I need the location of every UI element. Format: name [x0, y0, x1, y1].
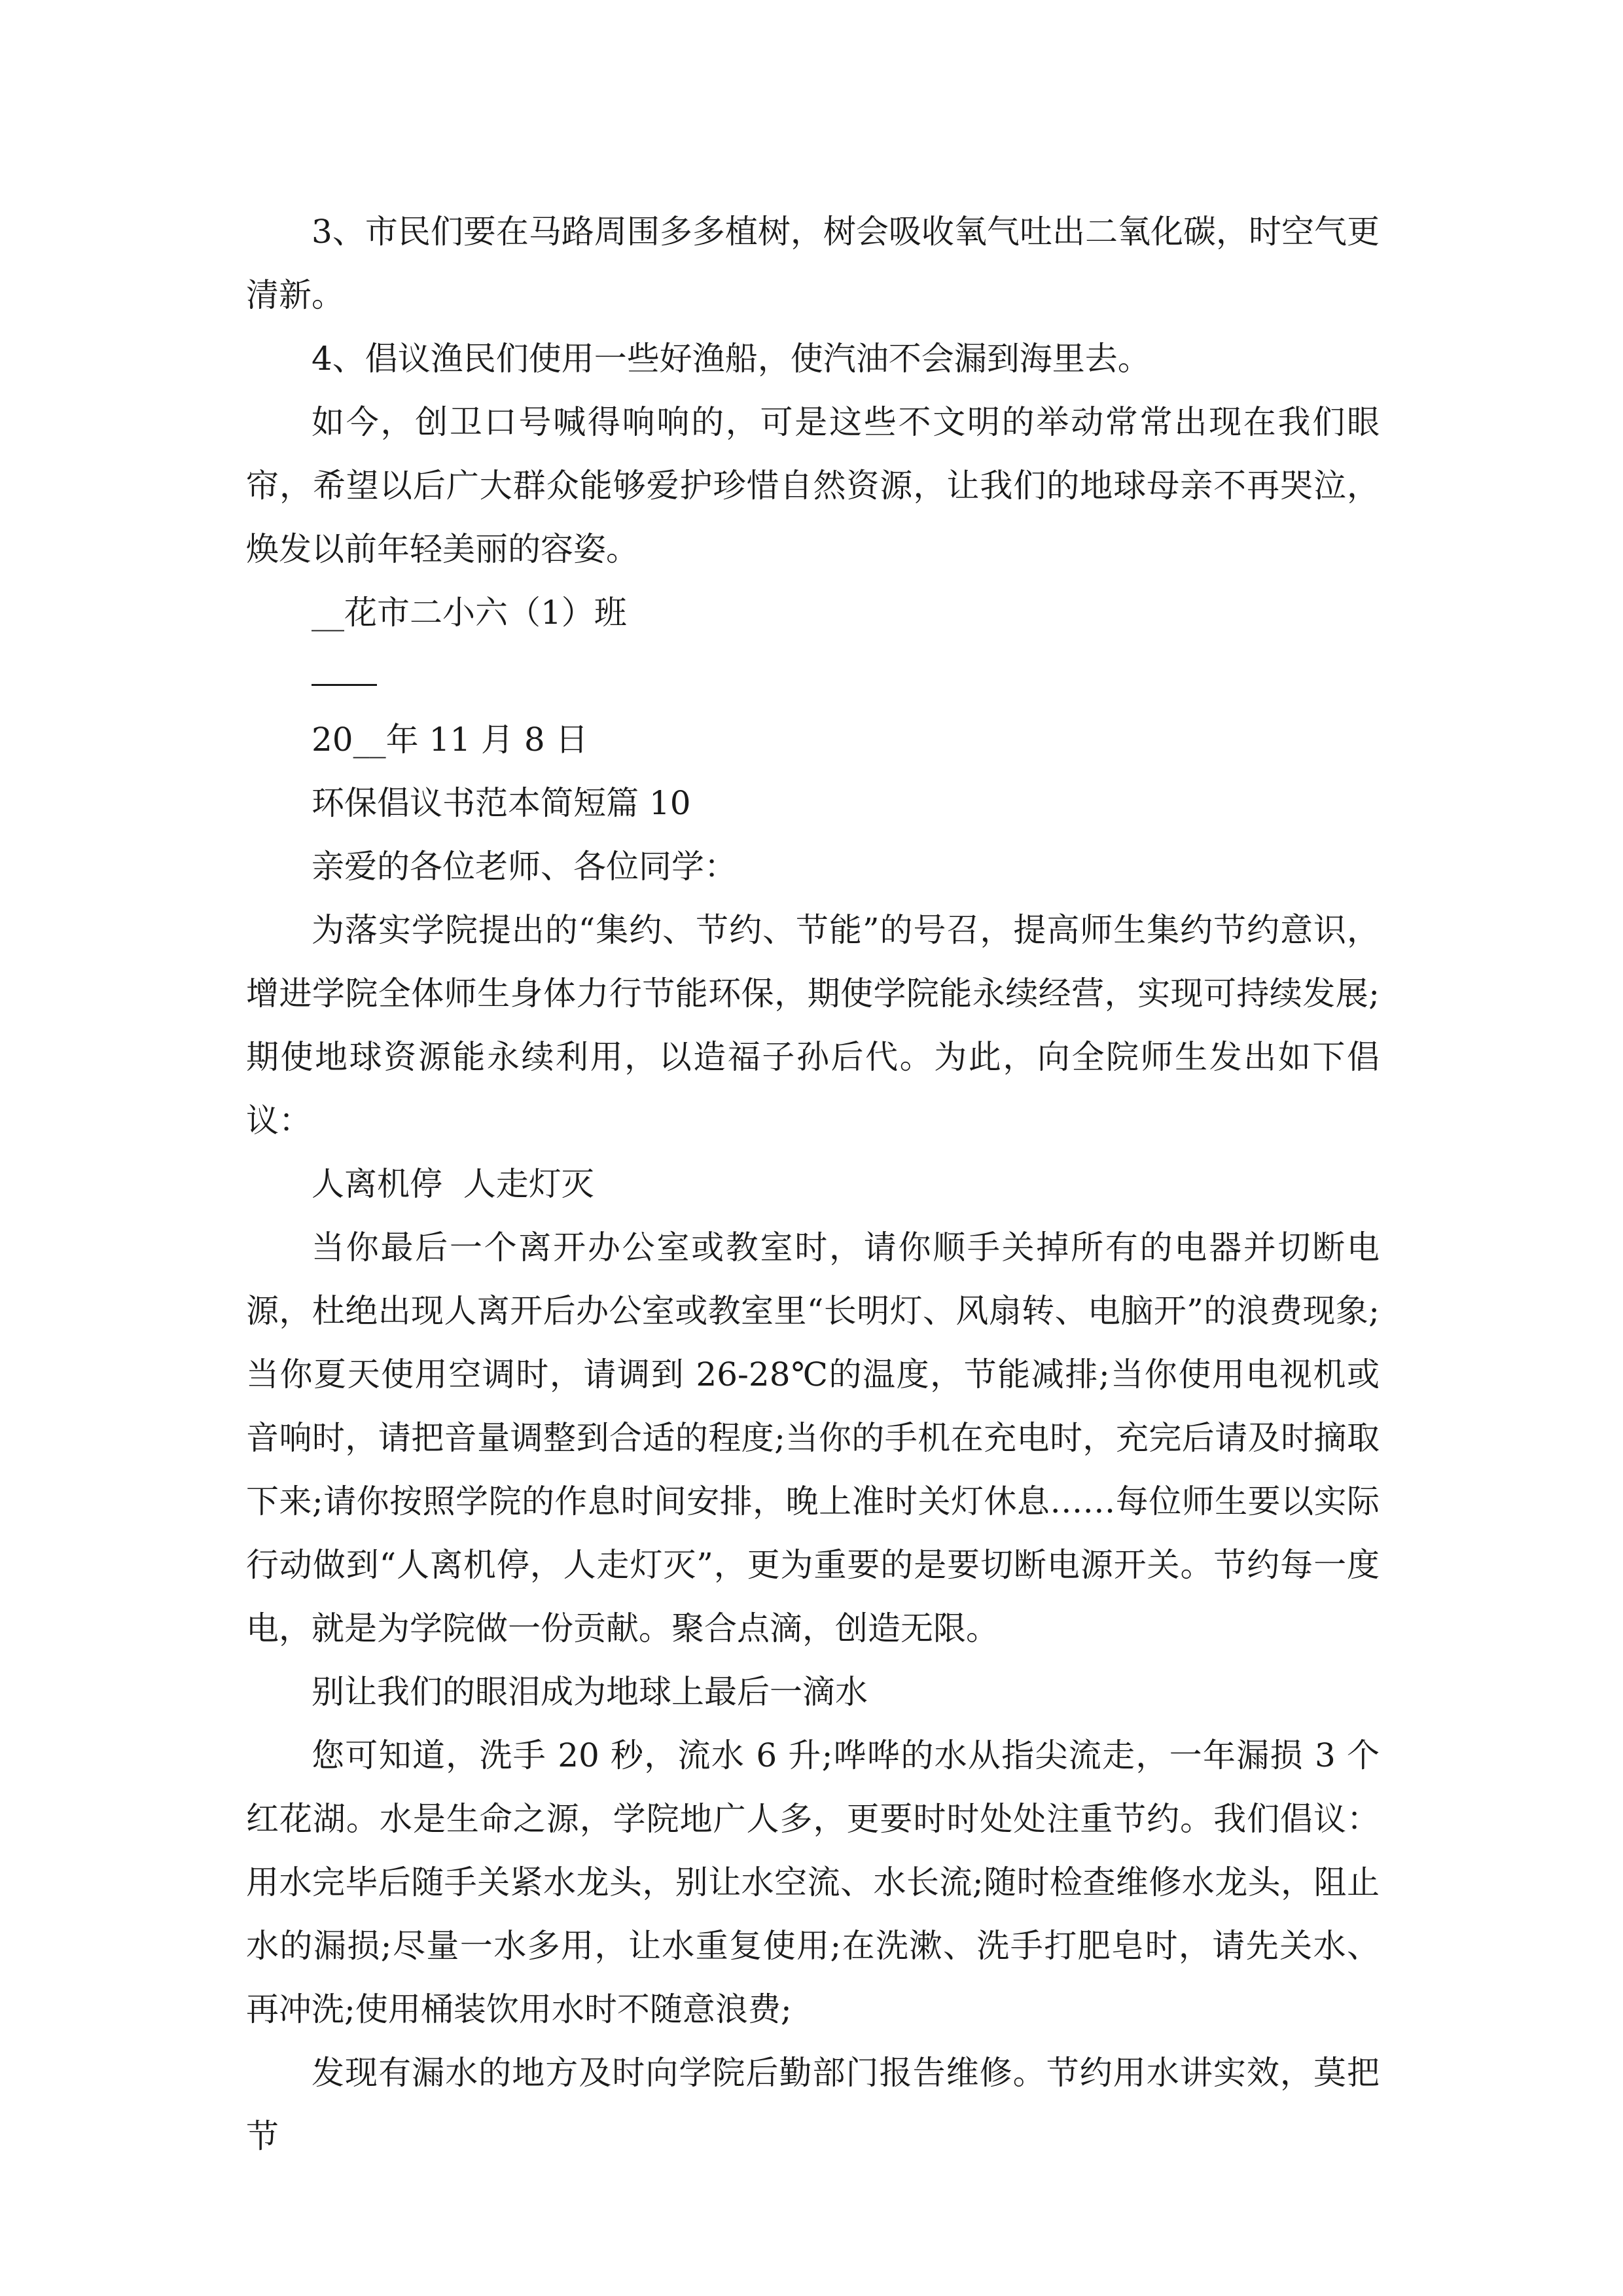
section-title: 环保倡议书范本简短篇 10	[312, 784, 691, 822]
paragraph-fishing-boats: 4、倡议渔民们使用一些好渔船，使汽油不会漏到海里去。	[312, 340, 1150, 378]
signature: __花市二小六（1）班	[312, 594, 627, 632]
paragraph-power-saving: 当你最后一个离开办公室或教室时，请你顺手关掉所有的电器并切断电源，杜绝出现人离开后办公室或教室里“长明灯、风扇转、电脑开”的浪费现象;当你夏天使用空调时，请调到 26-28℃的温度，节能减排;当你使用电视机或音响时，请把音量调整到合适的程度;当你的手机在充电时，充完后请及时摘取下来;请你按照学院的作息时间安排，晚上准时关灯休息……每位师生要以实际行动做到“人离机停，人走灯灭”，更为重要的是要切断电源开关。节约每一度电，就是为学院做一份贡献。聚合点滴，创造无限。	[246, 1229, 1380, 1647]
paragraph-intro: 为落实学院提出的“集约、节约、节能”的号召，提高师生集约节约意识，增进学院全体师生身体力行节能环保，期使学院能永续经营，实现可持续发展;期使地球资源能永续利用，以造福子孙后代。为此，向全院师生发出如下倡议：	[246, 911, 1380, 1139]
signature-rule-line	[246, 645, 1380, 708]
paragraph-tree-planting: 3、市民们要在马路周围多多植树，树会吸收氧气吐出二氧化碳，时空气更清新。	[246, 213, 1380, 314]
paragraph-water-saving: 您可知道，洗手 20 秒，流水 6 升;哗哗的水从指尖流走，一年漏损 3 个红花湖。水是生命之源，学院地广人多，更要时时处处注重节约。我们倡议：用水完毕后随手关紧水龙头，别让水空流、水长流;随时检查维修水龙头，阻止水的漏损;尽量一水多用，让水重复使用;在洗漱、洗手打肥皂时，请先关水、再冲洗;使用桶装饮用水时不随意浪费;	[246, 1736, 1380, 2028]
heading-water-saving: 别让我们的眼泪成为地球上最后一滴水	[312, 1673, 868, 1711]
paragraph-leak-report: 发现有漏水的地方及时向学院后勤部门报告维修。节约用水讲实效，莫把节	[246, 2054, 1380, 2155]
paragraph-conclusion: 如今，创卫口号喊得响响的，可是这些不文明的举动常常出现在我们眼帘，希望以后广大群众能够爱护珍惜自然资源，让我们的地球母亲不再哭泣，焕发以前年轻美丽的容姿。	[246, 403, 1380, 568]
signature-rule	[312, 645, 377, 686]
heading-power-saving: 人离机停 人走灯灭	[312, 1165, 594, 1203]
document-body	[246, 200, 1380, 2168]
date: 20__年 11 月 8 日	[312, 721, 588, 759]
salutation: 亲爱的各位老师、各位同学：	[312, 848, 737, 886]
